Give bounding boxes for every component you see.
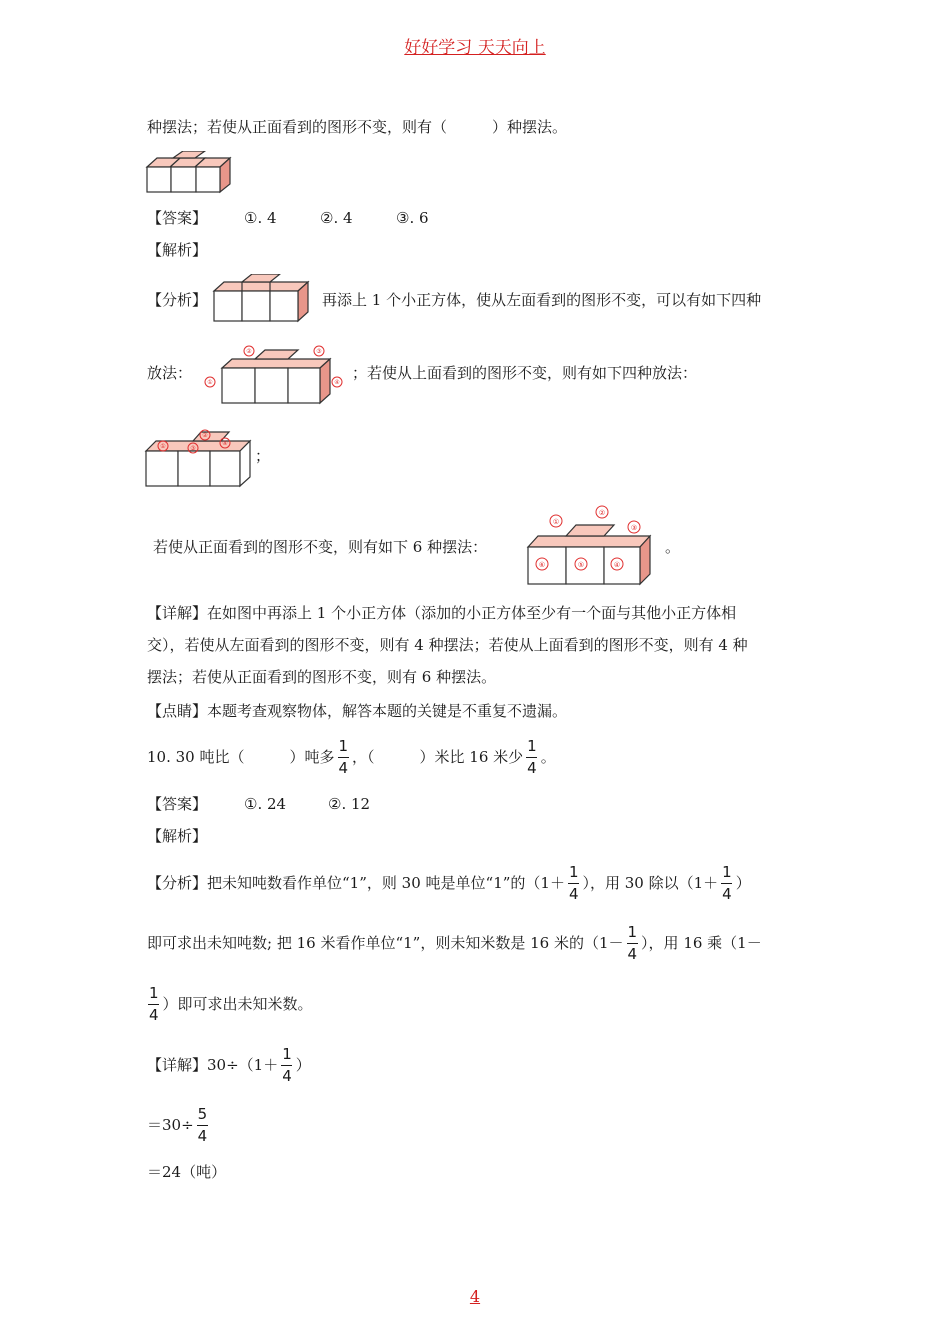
answer-value: ③. 6 (396, 209, 429, 227)
circle-label: ① (552, 518, 560, 526)
fraction-denominator: 4 (197, 1126, 208, 1145)
answer-value: ②. 12 (328, 795, 371, 813)
detail-text: 摆法；若使从正面看到的图形不变，则有 6 种摆法。 (147, 668, 497, 686)
cube-figure-original (145, 151, 235, 196)
fraction-denominator: 4 (149, 1005, 159, 1024)
fraction-numerator: 1 (568, 862, 579, 881)
fraction-denominator: 4 (282, 1066, 292, 1085)
fraction (196, 1106, 210, 1145)
text-line: 种摆法；若使从正面看到的图形不变，则有（ ）种摆法。 (147, 118, 568, 136)
text-line: 。 (665, 538, 681, 556)
circle-label: ④ (222, 440, 228, 447)
text-line: ； (255, 447, 271, 465)
question-text: 。 (540, 748, 556, 766)
question-text: ，（ ）米比 16 米少 (352, 748, 524, 766)
fraction (336, 738, 350, 777)
text-line: 放法： (147, 364, 193, 382)
dianjing-text: 本题考查观察物体，解答本题的关键是不重复不遗漏。 (207, 702, 568, 720)
analysis-label: 【解析】 (147, 827, 208, 845)
fenxi-line (147, 922, 762, 964)
analysis-label: 【解析】 (147, 241, 208, 259)
detail-text: 交），若使从左面看到的图形不变，则有 4 种摆法；若使从上面看到的图形不变，则有 4 种 (147, 636, 748, 654)
fraction (147, 985, 161, 1024)
fenxi-text: ），用 16 乘（1－ (641, 934, 762, 952)
circle-label: ③ (316, 348, 322, 355)
dianjing-label: 【点睛】 (147, 702, 208, 720)
fraction-denominator: 4 (568, 884, 579, 903)
fenxi-label: 【分析】 (147, 291, 208, 309)
dianjing-line (147, 701, 567, 721)
answer-label: 【答案】 (147, 209, 208, 227)
text-line: 再添上 1 个小正方体，使从左面看到的图形不变，可以有如下四种 (322, 291, 762, 309)
fenxi-text: ），用 30 除以（1＋ (582, 874, 719, 892)
question-10 (147, 736, 556, 778)
fenxi-text: 即可求出未知吨数; 把 16 米看作单位“1”，则未知米数是 16 米的（1－ (147, 934, 624, 952)
detail-text: ） (295, 1056, 311, 1074)
circle-label: ③ (190, 445, 196, 452)
circle-label: ② (246, 348, 252, 355)
fraction-denominator: 4 (722, 884, 732, 903)
circle-label: ⑥ (538, 561, 546, 569)
circle-label: ① (207, 379, 213, 386)
fraction-denominator: 4 (627, 944, 638, 963)
fraction-numerator: 1 (627, 922, 638, 941)
fraction-denominator: 4 (338, 758, 349, 777)
fenxi-text: ）即可求出未知米数。 (162, 995, 313, 1013)
circle-label: ② (202, 432, 208, 439)
cube-figure-left-options (200, 343, 348, 407)
fraction-numerator: 5 (197, 1104, 208, 1123)
fraction-numerator: 1 (338, 736, 349, 755)
circle-label: ③ (630, 524, 638, 532)
cube-figure-front-options (525, 502, 660, 588)
calc-text: ＝30÷ (147, 1116, 194, 1134)
fenxi-text: ） (735, 874, 751, 892)
text-line: 若使从正面看到的图形不变，则有如下 6 种摆法： (153, 538, 488, 556)
fraction (626, 924, 640, 963)
fraction (720, 864, 734, 903)
circle-label: ④ (613, 561, 621, 569)
page-header: 好好学习 天天向上 (404, 38, 546, 58)
fraction-denominator: 4 (527, 758, 537, 777)
fraction-numerator: 1 (527, 736, 537, 755)
question-text: 10. 30 吨比（ ）吨多 (147, 748, 335, 766)
answer-value: ①. 24 (244, 795, 287, 813)
fenxi-line (147, 862, 751, 904)
fraction (525, 738, 539, 777)
fraction-numerator: 1 (722, 862, 732, 881)
fenxi-line (145, 983, 313, 1025)
calc-step (147, 1104, 211, 1146)
fraction (280, 1046, 294, 1085)
detail-label: 【详解】 (147, 1056, 208, 1074)
detail-line (147, 603, 736, 623)
circle-label: ① (160, 443, 166, 450)
detail-line (147, 1044, 311, 1086)
fenxi-label: 【分析】 (147, 874, 208, 892)
cube-figure-top-options (143, 427, 253, 489)
circle-label: ④ (334, 379, 340, 386)
answer-value: ②. 4 (320, 209, 353, 227)
detail-text: 30÷（1＋ (207, 1056, 279, 1074)
fraction (567, 864, 581, 903)
answer-label: 【答案】 (147, 795, 208, 813)
detail-label: 【详解】 (147, 604, 208, 622)
fenxi-text: 把未知吨数看作单位“1”，则 30 吨是单位“1”的（1＋ (207, 874, 565, 892)
text-line: ；若使从上面看到的图形不变，则有如下四种放法： (352, 364, 698, 382)
cube-figure-left-view (212, 274, 312, 324)
fraction-numerator: 1 (282, 1044, 292, 1063)
page-number: 4 (469, 1287, 481, 1306)
circle-label: ⑤ (577, 561, 585, 569)
calc-result: ＝24（吨） (147, 1163, 227, 1181)
circle-label: ② (598, 509, 606, 517)
answer-value: ①. 4 (244, 209, 277, 227)
fraction-numerator: 1 (149, 983, 159, 1002)
detail-text: 在如图中再添上 1 个小正方体（添加的小正方体至少有一个面与其他小正方体相 (207, 604, 737, 622)
